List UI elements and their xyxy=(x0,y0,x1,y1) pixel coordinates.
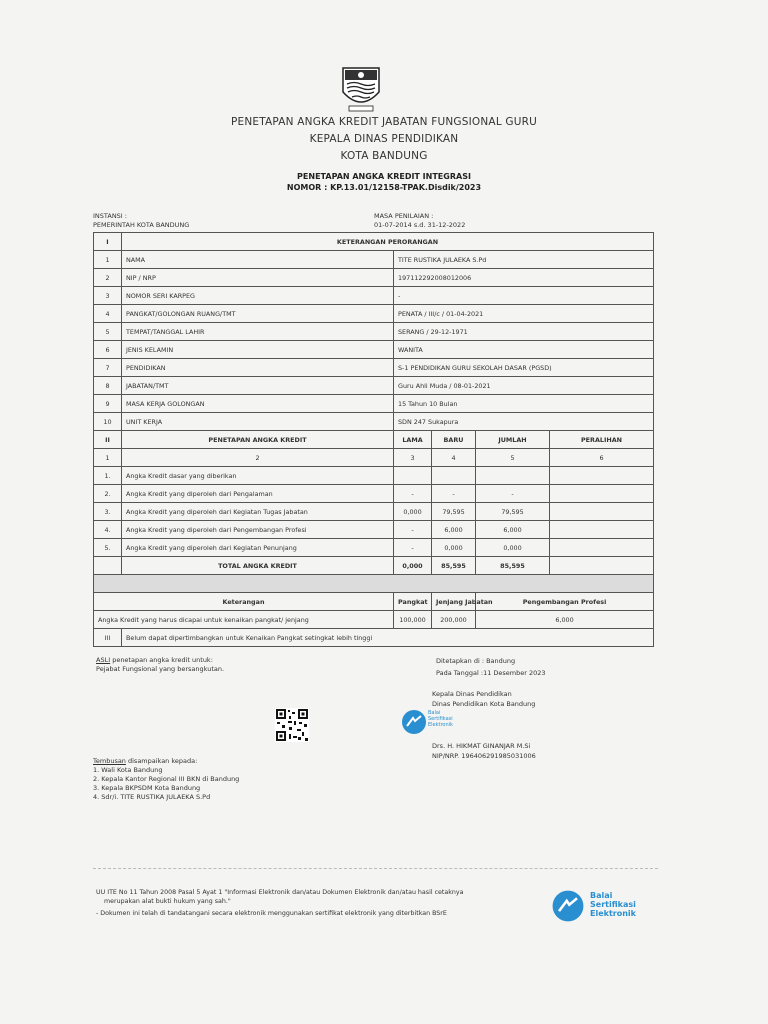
keterangan-header-row xyxy=(94,593,654,611)
field-label: PENDIDIKAN xyxy=(122,359,394,377)
footer-line-3: - Dokumen ini telah di tandatangani secara elektronik menggunakan sertifikat elektronik yang diterbitkan BSrE xyxy=(96,910,447,917)
row-number: 3. xyxy=(94,503,122,521)
bsre-footer-text xyxy=(590,891,636,918)
column-index: 3 xyxy=(394,449,432,467)
credit-lama xyxy=(394,467,432,485)
field-label: NIP / NRP xyxy=(122,269,394,287)
bsre-small-line: Sertifikasi xyxy=(428,716,453,722)
section-title: KETERANGAN PERORANGAN xyxy=(122,233,654,251)
field-value: PENATA / III/c / 01-04-2021 xyxy=(394,305,654,323)
ditetapkan-di: Ditetapkan di : Bandung xyxy=(436,657,516,665)
bsre-footer-line: Elektronik xyxy=(590,909,636,918)
column-index: 1 xyxy=(94,449,122,467)
credit-lama: - xyxy=(394,539,432,557)
masa-penilaian-label: MASA PENILAIAN : xyxy=(374,212,434,220)
footer-line-2: merupakan alat bukti hukum yang sah." xyxy=(104,898,231,905)
credit-peralihan xyxy=(550,485,654,503)
row-number: 5 xyxy=(94,323,122,341)
asli-line-1 xyxy=(96,656,213,664)
field-label: NOMOR SERI KARPEG xyxy=(122,287,394,305)
column-index: 6 xyxy=(550,449,654,467)
keterangan-col-pangkat: Pangkat xyxy=(394,593,432,611)
column-index-row xyxy=(94,449,654,467)
row-number: 5. xyxy=(94,539,122,557)
separator-band xyxy=(94,575,654,593)
field-value: SDN 247 Sukapura xyxy=(394,413,654,431)
personal-info-row xyxy=(94,251,654,269)
section-title: PENETAPAN ANGKA KREDIT xyxy=(122,431,394,449)
row-number: 9 xyxy=(94,395,122,413)
bsre-footer-line: Sertifikasi xyxy=(590,900,636,909)
keterangan-row xyxy=(94,611,654,629)
credit-lama: 0,000 xyxy=(394,503,432,521)
instansi-value: PEMERINTAH KOTA BANDUNG xyxy=(93,221,190,229)
column-index: 5 xyxy=(476,449,550,467)
column-header-jumlah: JUMLAH xyxy=(476,431,550,449)
credit-jumlah: - xyxy=(476,485,550,503)
section-header-row xyxy=(94,233,654,251)
total-lama: 0,000 xyxy=(394,557,432,575)
credit-peralihan xyxy=(550,521,654,539)
personal-info-row xyxy=(94,305,654,323)
credit-lama: - xyxy=(394,485,432,503)
kota-bandung-emblem-icon xyxy=(335,62,387,114)
row-number: 4 xyxy=(94,305,122,323)
asli-line-2: Pejabat Fungsional yang bersangkutan. xyxy=(96,665,225,673)
keterangan-col-pengembangan: Pengembangan Profesi xyxy=(476,593,654,611)
row-number: 2. xyxy=(94,485,122,503)
personal-info-row xyxy=(94,359,654,377)
column-header-peralihan: PERALIHAN xyxy=(550,431,654,449)
total-label: TOTAL ANGKA KREDIT xyxy=(122,557,394,575)
separator-row xyxy=(94,575,654,593)
credit-baru: 6,000 xyxy=(432,521,476,539)
total-row xyxy=(94,557,654,575)
credit-baru: 0,000 xyxy=(432,539,476,557)
field-label: TEMPAT/TANGGAL LAHIR xyxy=(122,323,394,341)
row-number: 3 xyxy=(94,287,122,305)
credit-label: Angka Kredit dasar yang diberikan xyxy=(122,467,394,485)
penetapan-table xyxy=(93,232,654,647)
row-number: 1 xyxy=(94,251,122,269)
field-label: JENIS KELAMIN xyxy=(122,341,394,359)
credit-baru: 79,595 xyxy=(432,503,476,521)
column-index: 4 xyxy=(432,449,476,467)
field-label: MASA KERJA GOLONGAN xyxy=(122,395,394,413)
section-header-row xyxy=(94,431,654,449)
bsre-small-text xyxy=(428,710,453,728)
column-index: 2 xyxy=(122,449,394,467)
masa-penilaian-value: 01-07-2014 s.d. 31-12-2022 xyxy=(374,221,466,229)
qr-code-icon xyxy=(275,708,309,742)
bsre-logo-icon xyxy=(400,708,428,736)
section-3-row xyxy=(94,629,654,647)
credit-label: Angka Kredit yang diperoleh dari Kegiatan Tugas Jabatan xyxy=(122,503,394,521)
field-value: SERANG / 29-12-1971 xyxy=(394,323,654,341)
bsre-footer-line: Balai xyxy=(590,891,613,900)
credit-row xyxy=(94,485,654,503)
keterangan-pangkat-value: 100,000 xyxy=(394,611,432,629)
total-number xyxy=(94,557,122,575)
field-label: JABATAN/TMT xyxy=(122,377,394,395)
credit-baru xyxy=(432,467,476,485)
section-number: III xyxy=(94,629,122,647)
document-title: PENETAPAN ANGKA KREDIT INTEGRASI xyxy=(297,172,471,181)
credit-baru: - xyxy=(432,485,476,503)
bsre-footer-logo-icon xyxy=(550,888,586,924)
total-jumlah: 85,595 xyxy=(476,557,550,575)
field-value: S-1 PENDIDIKAN GURU SEKOLAH DASAR (PGSD) xyxy=(394,359,654,377)
field-value: 197112292008012006 xyxy=(394,269,654,287)
column-header-lama: LAMA xyxy=(394,431,432,449)
credit-lama: - xyxy=(394,521,432,539)
tembusan-rest: disampaikan kepada: xyxy=(125,757,198,765)
credit-label: Angka Kredit yang diperoleh dari Pengalaman xyxy=(122,485,394,503)
footer-line-1: UU ITE No 11 Tahun 2008 Pasal 5 Ayat 1 "Informasi Elektronik dan/atau Dokumen Elektronik dan/atau hasil cetaknya xyxy=(96,889,464,896)
row-number: 6 xyxy=(94,341,122,359)
total-baru: 85,595 xyxy=(432,557,476,575)
field-label: NAMA xyxy=(122,251,394,269)
row-number: 1. xyxy=(94,467,122,485)
credit-label: Angka Kredit yang diperoleh dari Pengembangan Profesi xyxy=(122,521,394,539)
credit-jumlah: 79,595 xyxy=(476,503,550,521)
footer-divider xyxy=(93,868,658,869)
tembusan-underlined: Tembusan xyxy=(93,757,126,765)
credit-label: Angka Kredit yang diperoleh dari Kegiatan Penunjang xyxy=(122,539,394,557)
footer-text xyxy=(96,888,546,918)
asli-rest: penetapan angka kredit untuk: xyxy=(110,656,213,664)
signer-nip: NIP/NRP. 196406291985031006 xyxy=(432,752,536,760)
credit-jumlah: 6,000 xyxy=(476,521,550,539)
credit-jumlah: 0,000 xyxy=(476,539,550,557)
field-value: - xyxy=(394,287,654,305)
document-number: NOMOR : KP.13.01/12158-TPAK.Disdik/2023 xyxy=(286,183,482,192)
signer-name: Drs. H. HIKMAT GINANJAR M.Si xyxy=(432,742,531,750)
pada-tanggal: Pada Tanggal :11 Desember 2023 xyxy=(436,669,546,677)
credit-jumlah xyxy=(476,467,550,485)
column-header-baru: BARU xyxy=(432,431,476,449)
row-number: 10 xyxy=(94,413,122,431)
personal-info-row xyxy=(94,323,654,341)
tembusan-item: 1. Wali Kota Bandung xyxy=(93,766,163,774)
keterangan-label: Angka Kredit yang harus dicapai untuk kenaikan pangkat/ jenjang xyxy=(94,611,394,629)
keterangan-pengembangan-value: 6,000 xyxy=(476,611,654,629)
credit-peralihan xyxy=(550,503,654,521)
tembusan-title xyxy=(93,757,197,765)
section-3-text: Belum dapat dipertimbangkan untuk Kenaikan Pangkat setingkat lebih tinggi xyxy=(122,629,654,647)
field-value: TITE RUSTIKA JULAEKA S.Pd xyxy=(394,251,654,269)
field-label: PANGKAT/GOLONGAN RUANG/TMT xyxy=(122,305,394,323)
tembusan-item: 3. Kepala BKPSDM Kota Bandung xyxy=(93,784,201,792)
credit-peralihan xyxy=(550,539,654,557)
row-number: 7 xyxy=(94,359,122,377)
credit-row xyxy=(94,467,654,485)
signer-position-2: Dinas Pendidikan Kota Bandung xyxy=(432,700,536,708)
credit-peralihan xyxy=(550,467,654,485)
bsre-small-line: Elektronik xyxy=(428,722,453,728)
credit-row xyxy=(94,539,654,557)
personal-info-row xyxy=(94,377,654,395)
row-number: 2 xyxy=(94,269,122,287)
tembusan-item: 2. Kepala Kantor Regional III BKN di Bandung xyxy=(93,775,240,783)
credit-row xyxy=(94,503,654,521)
field-value: 15 Tahun 10 Bulan xyxy=(394,395,654,413)
tembusan-item: 4. Sdr/i. TITE RUSTIKA JULAEKA S.Pd xyxy=(93,793,211,801)
instansi-label: INSTANSI : xyxy=(93,212,127,220)
header-line-3: KOTA BANDUNG xyxy=(340,150,428,162)
keterangan-jenjang-value: 200,000 xyxy=(432,611,476,629)
bsre-small-line: Balai xyxy=(428,710,441,716)
row-number: 4. xyxy=(94,521,122,539)
field-label: UNIT KERJA xyxy=(122,413,394,431)
personal-info-row xyxy=(94,269,654,287)
row-number: 8 xyxy=(94,377,122,395)
header-line-2: KEPALA DINAS PENDIDIKAN xyxy=(309,133,459,145)
keterangan-col-jenjang: Jenjang Jabatan xyxy=(432,593,476,611)
section-number: I xyxy=(94,233,122,251)
credit-row xyxy=(94,521,654,539)
section-number: II xyxy=(94,431,122,449)
field-value: Guru Ahli Muda / 08-01-2021 xyxy=(394,377,654,395)
signer-position-1: Kepala Dinas Pendidikan xyxy=(432,690,512,698)
keterangan-header: Keterangan xyxy=(94,593,394,611)
field-value: WANITA xyxy=(394,341,654,359)
personal-info-row xyxy=(94,413,654,431)
header-line-1: PENETAPAN ANGKA KREDIT JABATAN FUNGSIONAL GURU xyxy=(230,116,538,128)
total-peralihan xyxy=(550,557,654,575)
personal-info-row xyxy=(94,341,654,359)
personal-info-row xyxy=(94,395,654,413)
personal-info-row xyxy=(94,287,654,305)
asli-underlined: ASLI xyxy=(96,656,111,664)
